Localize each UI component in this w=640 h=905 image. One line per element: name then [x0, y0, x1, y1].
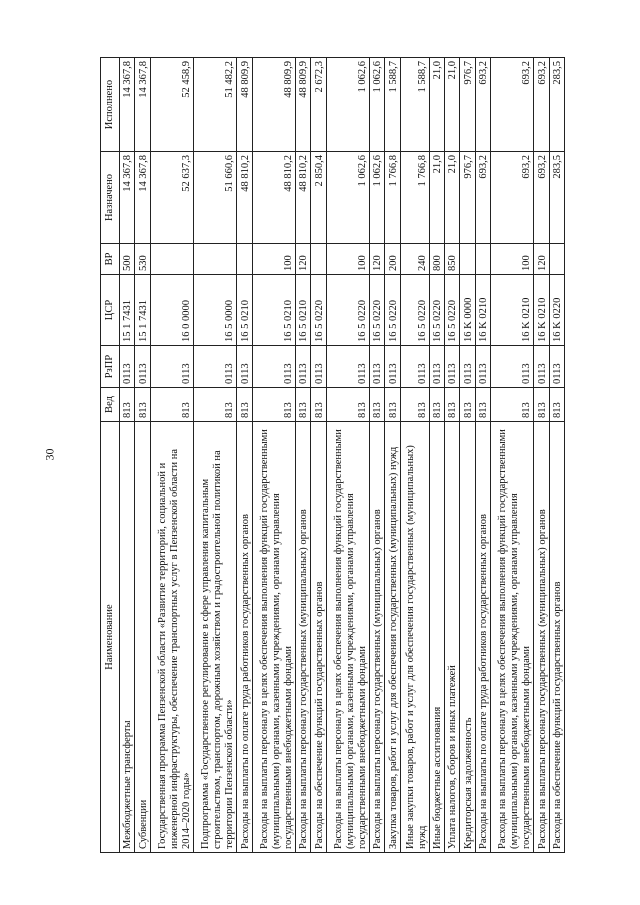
header-ved: Вед	[101, 388, 120, 422]
header-name: Наименование	[101, 422, 120, 853]
row-rzpr: 0113	[534, 346, 549, 388]
row-name: Субвенции	[135, 422, 150, 853]
row-ved: 813	[534, 388, 549, 422]
row-name: Расходы на выплаты по оплате труда работников государственных органов	[475, 422, 490, 853]
row-ved: 813	[326, 388, 369, 422]
row-vr: 120	[296, 244, 311, 275]
row-csr: 16 5 0210	[296, 275, 311, 346]
table-row	[549, 58, 564, 853]
row-assigned: 976,7	[460, 152, 475, 244]
row-vr: 100	[326, 244, 369, 275]
row-rzpr: 0113	[311, 346, 326, 388]
row-name: Расходы на выплаты по оплате труда работников государственных органов	[237, 422, 252, 853]
row-assigned: 1 766,8	[385, 152, 400, 244]
row-vr: 500	[120, 244, 135, 275]
row-csr: 16 K 0220	[549, 275, 564, 346]
table-row	[237, 58, 252, 853]
row-assigned: 21,0	[429, 152, 444, 244]
row-name: Уплата налогов, сборов и иных платежей	[445, 422, 460, 853]
row-rzpr: 0113	[120, 346, 135, 388]
row-executed: 21,0	[445, 58, 460, 152]
row-rzpr: 0113	[475, 346, 490, 388]
header-csr: ЦСР	[101, 275, 120, 346]
row-ved: 813	[311, 388, 326, 422]
table-row	[370, 58, 385, 853]
table-row	[311, 58, 326, 853]
row-assigned: 51 660,6	[193, 152, 236, 244]
table-row	[400, 58, 429, 853]
header-rzpr: РзПР	[101, 346, 120, 388]
row-executed: 1 588,7	[400, 58, 429, 152]
row-csr: 16 0 0000	[150, 275, 193, 346]
row-vr: 530	[135, 244, 150, 275]
row-ved: 813	[150, 388, 193, 422]
row-csr: 16 5 0220	[429, 275, 444, 346]
header-vr: ВР	[101, 244, 120, 275]
row-csr: 16 5 0220	[311, 275, 326, 346]
row-vr	[475, 244, 490, 275]
row-ved: 813	[475, 388, 490, 422]
row-executed: 21,0	[429, 58, 444, 152]
row-ved: 813	[135, 388, 150, 422]
row-vr: 200	[385, 244, 400, 275]
row-assigned: 1 062,6	[370, 152, 385, 244]
row-executed: 1 062,6	[370, 58, 385, 152]
row-rzpr: 0113	[296, 346, 311, 388]
row-rzpr: 0113	[135, 346, 150, 388]
row-name: Расходы на обеспечение функций государственных органов	[549, 422, 564, 853]
row-ved: 813	[429, 388, 444, 422]
row-assigned: 21,0	[445, 152, 460, 244]
table-row	[120, 58, 135, 853]
table-row	[252, 58, 295, 853]
row-executed: 48 809,9	[296, 58, 311, 152]
row-executed: 693,2	[475, 58, 490, 152]
row-csr: 15 1 7431	[120, 275, 135, 346]
row-vr	[460, 244, 475, 275]
row-vr: 120	[534, 244, 549, 275]
row-name: Расходы на выплаты персоналу государственных (муниципальных) органов	[296, 422, 311, 853]
row-ved: 813	[252, 388, 295, 422]
row-ved: 813	[400, 388, 429, 422]
row-ved: 813	[445, 388, 460, 422]
row-assigned: 1 062,6	[326, 152, 369, 244]
table-row	[475, 58, 490, 853]
row-ved: 813	[385, 388, 400, 422]
row-executed: 48 809,9	[237, 58, 252, 152]
row-executed: 976,7	[460, 58, 475, 152]
row-name: Расходы на выплаты персоналу в целях обеспечения выполнения функций государственными (муниципальными) органами, казенными учреждениями, органами управления государственными внебюджетными фондами	[252, 422, 295, 853]
row-vr: 100	[490, 244, 533, 275]
row-csr: 16 K 0210	[490, 275, 533, 346]
row-assigned: 52 637,3	[150, 152, 193, 244]
row-csr: 16 5 0220	[385, 275, 400, 346]
row-name: Кредиторская задолженность	[460, 422, 475, 853]
row-rzpr: 0113	[385, 346, 400, 388]
table-row	[445, 58, 460, 853]
row-vr	[150, 244, 193, 275]
row-vr: 100	[252, 244, 295, 275]
row-assigned: 693,2	[490, 152, 533, 244]
row-ved: 813	[237, 388, 252, 422]
row-rzpr: 0113	[429, 346, 444, 388]
row-ved: 813	[370, 388, 385, 422]
page-number: 30	[42, 448, 57, 461]
row-name: Расходы на обеспечение функций государственных органов	[311, 422, 326, 853]
row-csr: 16 K 0000	[460, 275, 475, 346]
row-assigned: 2 850,4	[311, 152, 326, 244]
row-vr: 240	[400, 244, 429, 275]
table-row	[534, 58, 549, 853]
row-ved: 813	[296, 388, 311, 422]
row-assigned: 693,2	[475, 152, 490, 244]
row-name: Иные закупки товаров, работ и услуг для обеспечения государственных (муниципальных) нужд	[400, 422, 429, 853]
row-ved: 813	[549, 388, 564, 422]
row-executed: 14 367,8	[120, 58, 135, 152]
row-csr: 15 1 7431	[135, 275, 150, 346]
row-name: Расходы на выплаты персоналу в целях обеспечения выполнения функций государственными (муниципальными) органами, казенными учреждениями, органами управления государственными внебюджетными фондами	[326, 422, 369, 853]
table-row	[296, 58, 311, 853]
row-rzpr: 0113	[326, 346, 369, 388]
row-csr: 16 5 0000	[193, 275, 236, 346]
table-row	[429, 58, 444, 853]
row-vr	[237, 244, 252, 275]
row-name: Иные бюджетные ассигнования	[429, 422, 444, 853]
row-assigned: 693,2	[534, 152, 549, 244]
row-rzpr: 0113	[150, 346, 193, 388]
row-assigned: 14 367,8	[120, 152, 135, 244]
row-csr: 16 5 0220	[400, 275, 429, 346]
table-row	[326, 58, 369, 853]
row-rzpr: 0113	[237, 346, 252, 388]
budget-table	[100, 57, 565, 853]
row-executed: 693,2	[534, 58, 549, 152]
row-ved: 813	[120, 388, 135, 422]
row-name: Расходы на выплаты персоналу государственных (муниципальных) органов	[370, 422, 385, 853]
row-ved: 813	[460, 388, 475, 422]
row-csr: 16 5 0210	[252, 275, 295, 346]
row-name: Межбюджетные трансферты	[120, 422, 135, 853]
row-vr: 850	[445, 244, 460, 275]
row-executed: 283,5	[549, 58, 564, 152]
row-executed: 14 367,8	[135, 58, 150, 152]
row-name: Расходы на выплаты персоналу государственных (муниципальных) органов	[534, 422, 549, 853]
row-vr	[311, 244, 326, 275]
row-vr	[193, 244, 236, 275]
row-rzpr: 0113	[549, 346, 564, 388]
row-name: Подпрограмма «Государственное регулирование в сфере управления капитальным строительством, транспортом, дорожным хозяйством и градостроительной политикой на территории Пензенской области»	[193, 422, 236, 853]
row-executed: 48 809,9	[252, 58, 295, 152]
row-rzpr: 0113	[445, 346, 460, 388]
row-assigned: 48 810,2	[252, 152, 295, 244]
row-executed: 1 062,6	[326, 58, 369, 152]
table-body	[120, 58, 565, 853]
row-assigned: 14 367,8	[135, 152, 150, 244]
row-rzpr: 0113	[400, 346, 429, 388]
row-ved: 813	[193, 388, 236, 422]
row-vr: 120	[370, 244, 385, 275]
row-name: Расходы на выплаты персоналу в целях обеспечения выполнения функций государственными (муниципальными) органами, казенными учреждениями, органами управления государственными внебюджетными фондами	[490, 422, 533, 853]
row-executed: 2 672,3	[311, 58, 326, 152]
row-assigned: 283,5	[549, 152, 564, 244]
row-rzpr: 0113	[460, 346, 475, 388]
table-row	[490, 58, 533, 853]
row-rzpr: 0113	[370, 346, 385, 388]
row-csr: 16 5 0210	[237, 275, 252, 346]
rotated-table-container	[100, 58, 565, 853]
row-executed: 693,2	[490, 58, 533, 152]
row-executed: 1 588,7	[385, 58, 400, 152]
row-executed: 51 482,2	[193, 58, 236, 152]
table-header-row	[101, 58, 120, 853]
table-row	[460, 58, 475, 853]
row-assigned: 48 810,2	[296, 152, 311, 244]
row-vr: 800	[429, 244, 444, 275]
table-row	[135, 58, 150, 853]
table-row	[193, 58, 236, 853]
row-csr: 16 5 0220	[370, 275, 385, 346]
row-ved: 813	[490, 388, 533, 422]
row-rzpr: 0113	[252, 346, 295, 388]
row-rzpr: 0113	[490, 346, 533, 388]
row-csr: 16 5 0220	[445, 275, 460, 346]
row-csr: 16 K 0210	[534, 275, 549, 346]
row-executed: 52 458,9	[150, 58, 193, 152]
header-executed: Исполнено	[101, 58, 120, 152]
row-name: Государственная программа Пензенской области «Развитие территорий, социальной и инженерной инфраструктуры, обеспечение транспортных услуг в Пензенской области на 2014–2020 годы»	[150, 422, 193, 853]
row-rzpr: 0113	[193, 346, 236, 388]
table-row	[385, 58, 400, 853]
row-csr: 16 5 0220	[326, 275, 369, 346]
row-assigned: 48 810,2	[237, 152, 252, 244]
header-assigned: Назначено	[101, 152, 120, 244]
row-csr: 16 K 0210	[475, 275, 490, 346]
table-row	[150, 58, 193, 853]
row-assigned: 1 766,8	[400, 152, 429, 244]
row-vr	[549, 244, 564, 275]
row-name: Закупка товаров, работ и услуг для обеспечения государственных (муниципальных) нужд	[385, 422, 400, 853]
